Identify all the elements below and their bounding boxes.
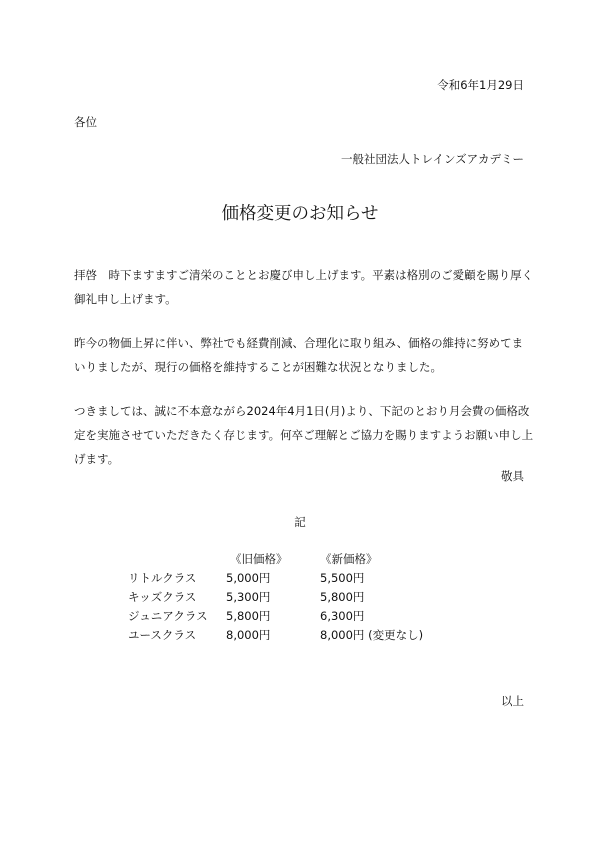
new-price: 5,500円 [320,570,365,585]
paragraph-greeting: 拝啓 時下ますますご清栄のこととお慶び申し上げます。平素は格別のご愛顧を賜り厚く御礼申し上げます。 [74,268,534,306]
paragraph-announcement: つきましては、誠に不本意ながら2024年4月1日(月)より、下記のとおり月会費の価格改定を実施させていただきたく存じます。何卒ご理解とご協力を賜りますようお願い申し上げます。 [74,404,534,466]
old-price: 8,000円 [226,627,271,642]
document-title: 価格変更のお知らせ [221,204,379,224]
old-price: 5,300円 [226,589,271,604]
table-header-row [128,549,460,568]
header-old-price: 《旧価格》 [230,551,288,566]
class-name: リトルクラス [128,570,197,585]
price-table [128,549,460,644]
header-new-price: 《新価格》 [320,551,378,566]
table-row [128,587,460,606]
document-date: 令和6年1月29日 [437,78,524,92]
sender-name: 一般社団法人トレインズアカデミー [341,152,524,166]
class-name: ジュニアクラス [128,608,208,623]
table-row [128,625,460,644]
closing-ijou: 以上 [501,694,524,708]
new-price: 6,300円 [320,608,365,623]
class-name: キッズクラス [128,589,197,604]
old-price: 5,000円 [226,570,271,585]
header-class [128,549,226,568]
new-price: 5,800円 [320,589,365,604]
class-name: ユースクラス [128,627,197,642]
ki-heading: 記 [294,515,306,529]
paragraph-reason: 昨今の物価上昇に伴い、弊社でも経費削減、合理化に取り組み、価格の維持に努めてまいりましたが、現行の価格を維持することが困難な状況となりました。 [74,336,524,374]
old-price: 5,800円 [226,608,271,623]
closing-keigu: 敬具 [501,469,524,483]
table-row [128,568,460,587]
addressee: 各位 [74,115,97,129]
new-price: 8,000円 (変更なし) [320,627,424,642]
table-row [128,606,460,625]
